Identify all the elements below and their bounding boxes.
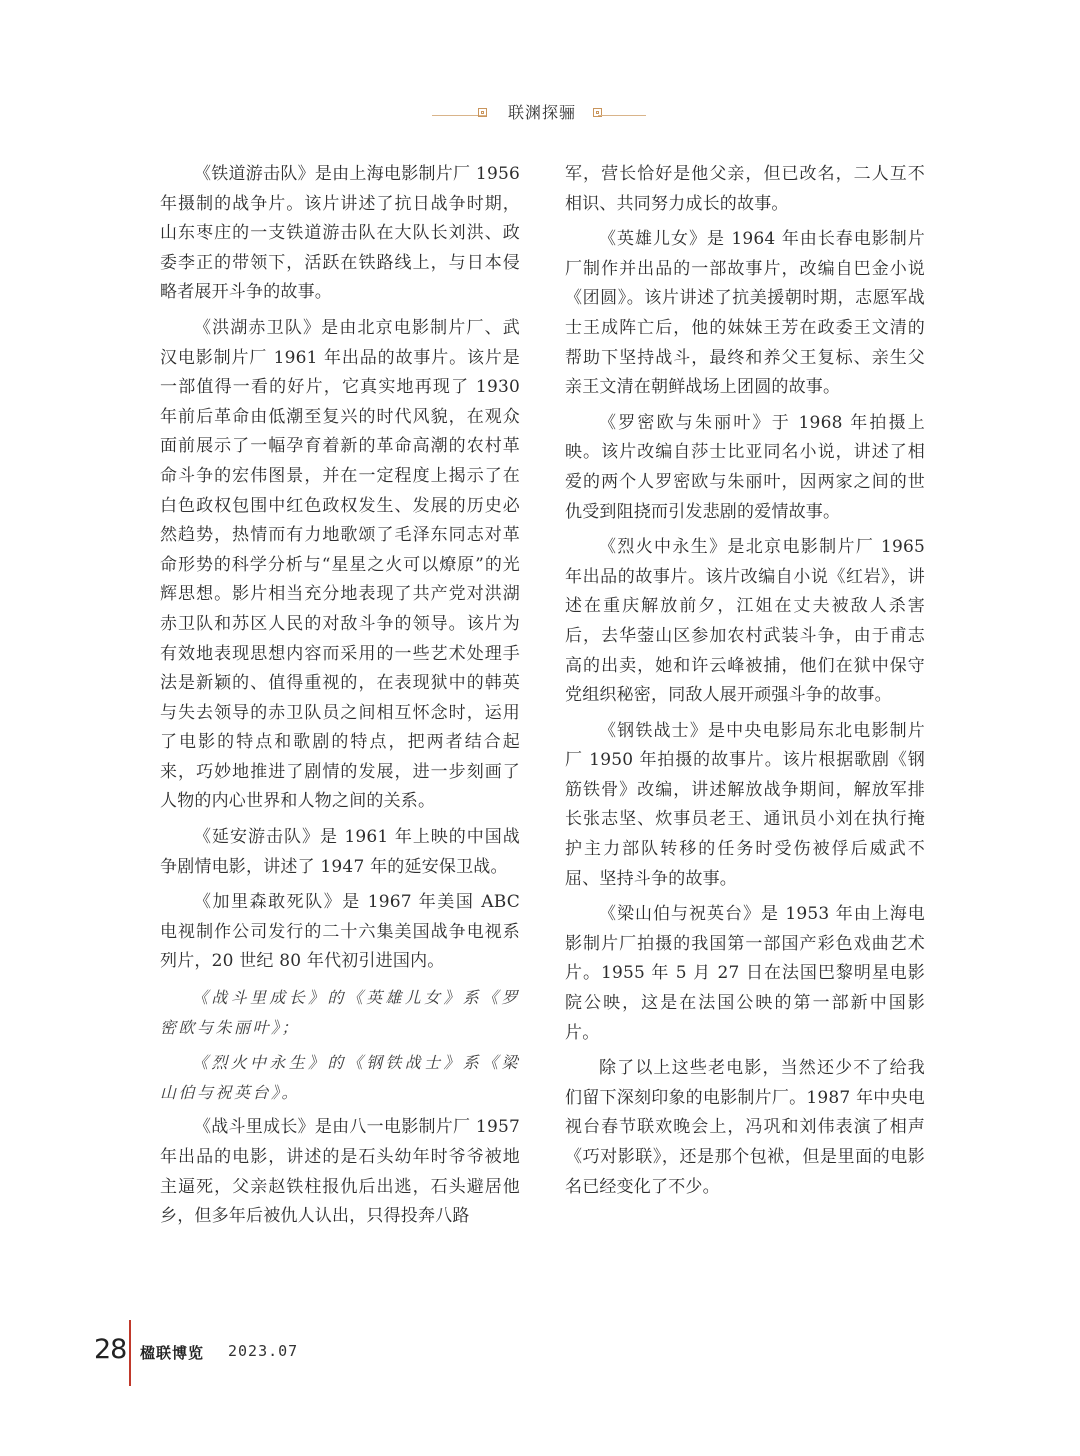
issue-date: 2023.07 <box>228 1342 299 1360</box>
right-column <box>565 160 925 1208</box>
paragraph-closing: 除了以上这些老电影，当然还少不了给我们留下深刻印象的电影制片厂。1987 年中央电视台春节联欢晚会上，冯巩和刘伟表演了相声《巧对影联》，还是那个包袱，但是里面的电影名已经变化了不少。 <box>565 1058 925 1197</box>
paragraph-garrison: 《加里森敢死队》是 1967 年美国 ABC 电视制作公司发行的二十六集美国战争电视系列片，20 世纪 80 年代初引进国内。 <box>160 892 520 972</box>
paragraph-honghu-chiweidui: 《洪湖赤卫队》是由北京电影制片厂、武汉电影制片厂 1961 年出品的故事片。该片是一部值得一看的好片，它真实地再现了 1930 年前后革命由低潮至复兴的时代风貌，在观众面前展示了一幅孕育着新的革命高潮的农村革命斗争的宏伟图景，并在一定程度上揭示了在白色政权包围中红色政权发生、发展的历史必然趋势，热情而有力地歌颂了毛泽东同志对革命形势的科学分析与“星星之火可以燎原”的光辉思想。影片相当充分地表现了共产党对洪湖赤卫队和苏区人民的对敌斗争的领导。该片为有效地表现思想内容而采用的一些艺术处理手法是新颖的、值得重视的，在表现狱中的韩英与失去领导的赤卫队员之间相互怀念时，运用了电影的特点和歌剧的特点，把两者结合起来，巧妙地推进了剧情的发展，进一步刻画了人物的内心世界和人物之间的关系。 <box>160 317 520 812</box>
paragraph-yingxiong-ernv: 《英雄儿女》是 1964 年由长春电影制片厂制作并出品的一部故事片，改编自巴金小说《团圆》。该片讲述了抗美援朝时期，志愿军战士王成阵亡后，他的妹妹王芳在政委王文清的帮助下坚持战斗，最终和养父王复标、亲生父亲王文清在朝鲜战场上团圆的故事。 <box>565 229 925 398</box>
paragraph-zhandou-li-chengzhang: 《战斗里成长》是由八一电影制片厂 1957 年出品的电影，讲述的是石头幼年时爷爷被地主逼死，父亲赵铁柱报仇后出逃，石头避居他乡，但多年后被仇人认出，只得投奔八路 <box>160 1117 520 1227</box>
page-number: 28 <box>94 1334 127 1365</box>
paragraph-romeo-juliet: 《罗密欧与朱丽叶》于 1968 年拍摄上映。该片改编自莎士比亚同名小说，讲述了相爱的两个人罗密欧与朱丽叶，因两家之间的世仇受到阻挠而引发悲剧的爱情故事。 <box>565 412 925 522</box>
paragraph-continuation: 军，营长恰好是他父亲，但已改名，二人互不相识、共同努力成长的故事。 <box>565 164 925 214</box>
paragraph-yanan-youjidui: 《延安游击队》是 1961 年上映的中国战争剧情电影，讲述了 1947 年的延安保卫战。 <box>160 827 520 877</box>
left-column <box>160 160 520 1238</box>
couplet-line-2: 《烈火中永生》的《钢铁战士》系《梁山伯与祝英台》。 <box>160 1053 520 1102</box>
header-ornament-left <box>478 108 487 117</box>
couplet-line-1: 《战斗里成长》的《英雄儿女》系《罗密欧与朱丽叶》； <box>160 988 520 1037</box>
paragraph-tiedao-youjidui: 《铁道游击队》是由上海电影制片厂 1956 年摄制的战争片。该片讲述了抗日战争时期，山东枣庄的一支铁道游击队在大队长刘洪、政委李正的带领下，活跃在铁路线上，与日本侵略者展开斗争的故事。 <box>160 164 520 303</box>
header-rule-right <box>598 115 646 116</box>
page-footer <box>0 1320 1080 1390</box>
paragraph-liangzhu: 《梁山伯与祝英台》是 1953 年由上海电影制片厂拍摄的我国第一部国产彩色戏曲艺术片。1955 年 5 月 27 日在法国巴黎明星电影院公映，这是在法国公映的第一部新中国影片。 <box>565 904 925 1043</box>
magazine-name: 楹联博览 <box>140 1344 205 1362</box>
paragraph-liehuo-zhong-yongsheng: 《烈火中永生》是北京电影制片厂 1965 年出品的故事片。该片改编自小说《红岩》，讲述在重庆解放前夕，江姐在丈夫被敌人杀害后，去华蓥山区参加农村武装斗争，由于甫志高的出卖，她和许云峰被捕，他们在狱中保守党组织秘密，同敌人展开顽强斗争的故事。 <box>565 537 925 706</box>
paragraph-gangtie-zhanshi: 《钢铁战士》是中央电影局东北电影制片厂 1950 年拍摄的故事片。该片根据歌剧《钢筋铁骨》改编，讲述解放战争期间，解放军排长张志坚、炊事员老王、通讯员小刘在执行掩护主力部队转移的任务时受伤被俘后威武不屈、坚持斗争的故事。 <box>565 720 925 889</box>
footer-red-rule <box>129 1320 131 1386</box>
section-title: 联渊探骊 <box>507 103 576 122</box>
section-header <box>0 98 1080 128</box>
